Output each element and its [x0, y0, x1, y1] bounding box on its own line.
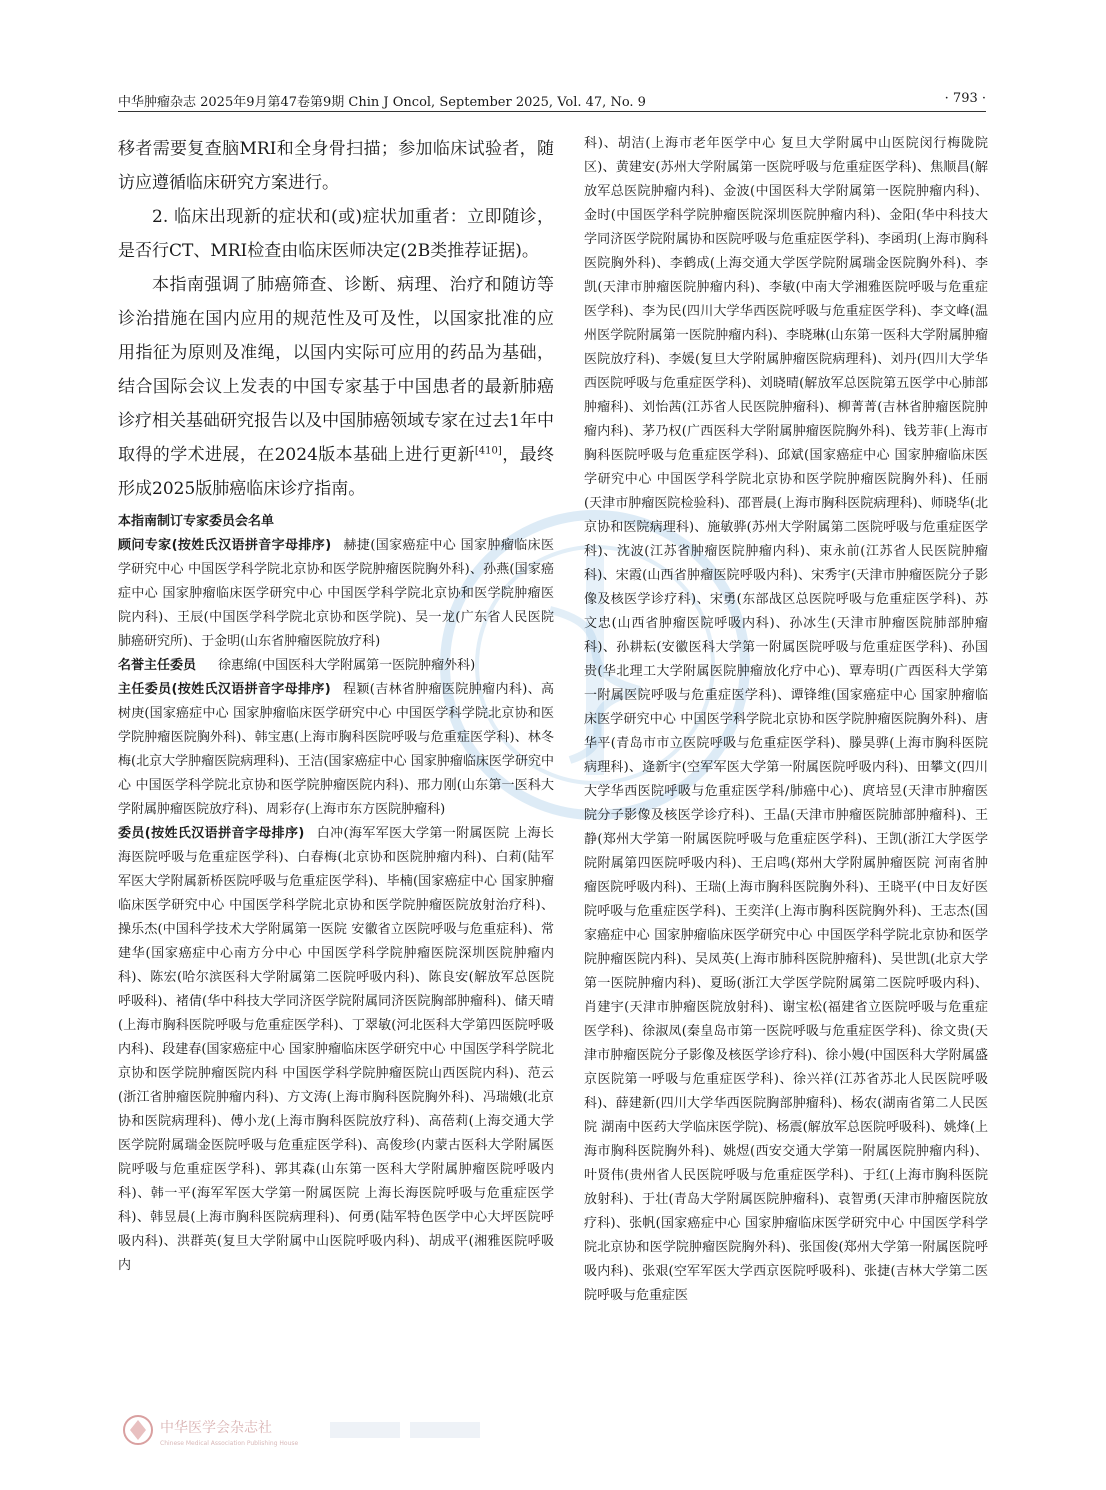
header-rule [118, 111, 986, 112]
chair-list: 程颖(吉林省肿瘤医院肿瘤内科)、高树庚(国家癌症中心 国家肿瘤临床医学研究中心 中国医学科学院北京协和医学院肿瘤医院胸外科)、韩宝惠(上海市胸科医院呼吸与危重症医学科)、林冬梅(北京大学肿瘤医院病理科)、王洁(国家癌症中心 国家肿瘤临床医学研究中心 中国医学科学院北京协和医学院肿瘤医院内科)、邢力刚(山东第一医科大学附属肿瘤医院放疗科)、周彩存(上海市东方医院肿瘤科) [118, 682, 554, 817]
chair-section [118, 678, 554, 822]
body-paragraph-3 [118, 268, 554, 506]
advisors-label: 顾问专家(按姓氏汉语拼音字母排序) [118, 538, 332, 553]
body-paragraph-1: 移者需要复查脑MRI和全身骨扫描；参加临床试验者，随访应遵循临床研究方案进行。 [118, 139, 554, 193]
members-label: 委员(按姓氏汉语拼音字母排序) [118, 826, 305, 841]
right-column [584, 132, 988, 1422]
journal-citation: 中华肿瘤杂志 2025年9月第47卷第9期 Chin J Oncol, September 2025, Vol. 47, No. 9 [118, 95, 646, 110]
publisher-logo-name: 中华医学会杂志社 [160, 1420, 272, 1436]
left-column [118, 132, 554, 1422]
page-number: · 793 · [944, 91, 986, 106]
publisher-logo [120, 1410, 500, 1450]
honorary-section [118, 654, 554, 678]
advisors-list: 赫捷(国家癌症中心 国家肿瘤临床医学研究中心 中国医学科学院北京协和医学院肿瘤医院胸外科)、孙燕(国家癌症中心 国家肿瘤临床医学研究中心 中国医学科学院北京协和医学院肿瘤医院内科)、王辰(中国医学科学院北京协和医学院)、吴一龙(广东省人民医院肺癌研究所)、于金明(山东省肿瘤医院放疗科) [118, 538, 554, 649]
publisher-logo-en: Chinese Medical Association Publishing House [160, 1440, 299, 1447]
advisors-section [118, 534, 554, 654]
body-paragraph-2: 2. 临床出现新的症状和(或)症状加重者：立即随诊，是否行CT、MRI检查由临床医师决定(2B类推荐证据)。 [118, 207, 554, 261]
honorary-label: 名誉主任委员 [118, 658, 197, 673]
paragraph-3-text: 本指南强调了肺癌筛查、诊断、病理、治疗和随访等诊治措施在国内应用的规范性及可及性，以国家批准的应用指征为原则及准绳，以国内实际可应用的药品为基础，结合国际会议上发表的中国专家基于中国患者的最新肺癌诊疗相关基础研究报告以及中国肺癌领域专家在过去1年中取得的学术进展，在2024版本基础上进行更新 [118, 275, 554, 465]
members-list-continued: 科)、胡洁(上海市老年医学中心 复旦大学附属中山医院闵行梅陇院区)、黄建安(苏州大学附属第一医院呼吸与危重症医学科)、焦顺昌(解放军总医院肿瘤内科)、金波(中国医科大学附属第一医院肿瘤内科)、金时(中国医学科学院肿瘤医院深圳医院肿瘤内科)、金阳(华中科技大学同济医学院附属协和医院呼吸与危重症医学科)、李函玥(上海市胸科医院胸外科)、李鹤成(上海交通大学医学院附属瑞金医院胸外科)、李凯(天津市肿瘤医院肿瘤内科)、李敏(中南大学湘雅医院呼吸与危重症医学科)、李为民(四川大学华西医院呼吸与危重症医学科)、李文峰(温州医学院附属第一医院肿瘤内科)、李晓琳(山东第一医科大学附属肿瘤医院放疗科)、李媛(复旦大学附属肿瘤医院病理科)、刘丹(四川大学华西医院呼吸与危重症医学科)、刘晓晴(解放军总医院第五医学中心肺部肿瘤科)、刘怡茜(江苏省人民医院肿瘤科)、柳菁菁(吉林省肿瘤医院肿瘤内科)、茅乃权(广西医科大学附属肿瘤医院胸外科)、钱芳菲(上海市胸科医院呼吸与危重症医学科)、邱斌(国家癌症中心 国家肿瘤临床医学研究中心 中国医学科学院北京协和医学院肿瘤医院胸外科)、任丽(天津市肿瘤医院检验科)、邵晋晨(上海市胸科医院病理科)、师晓华(北京协和医院病理科)、施敏骅(苏州大学附属第二医院呼吸与危重症医学科)、沈波(江苏省肿瘤医院肿瘤内科)、束永前(江苏省人民医院肿瘤科)、宋霞(山西省肿瘤医院呼吸内科)、宋秀宇(天津市肿瘤医院分子影像及核医学诊疗科)、宋勇(东部战区总医院呼吸与危重症医学科)、苏文忠(山西省肿瘤医院呼吸内科)、孙冰生(天津市肿瘤医院肺部肿瘤科)、孙耕耘(安徽医科大学第一附属医院呼吸与危重症医学科)、孙国贵(华北理工大学附属医院肿瘤放化疗中心)、覃寿明(广西医科大学第一附属医院呼吸与危重症医学科)、谭锋维(国家癌症中心 国家肿瘤临床医学研究中心 中国医学科学院北京协和医学院肿瘤医院胸外科)、唐华平(青岛市市立医院呼吸与危重症医学科)、滕昊骅(上海市胸科医院病理科)、逄新宇(空军军医大学第一附属医院呼吸内科)、田攀文(四川大学华西医院呼吸与危重症医学科/肺癌中心)、庹培昱(天津市肿瘤医院分子影像及核医学诊疗科)、王晶(天津市肿瘤医院肺部肿瘤科)、王静(郑州大学第一附属医院呼吸与危重症医学科)、王凯(浙江大学医学院附属第四医院呼吸内科)、王启鸣(郑州大学附属肿瘤医院 河南省肿瘤医院呼吸内科)、王瑞(上海市胸科医院胸外科)、王晓平(中日友好医院呼吸与危重症医学科)、王奕洋(上海市胸科医院胸外科)、王志杰(国家癌症中心 国家肿瘤临床医学研究中心 中国医学科学院北京协和医学院肿瘤医院内科)、吴凤英(上海市肺科医院肿瘤科)、吴世凯(北京大学第一医院肿瘤内科)、夏旸(浙江大学医学院附属第二医院呼吸内科)、肖建宇(天津市肿瘤医院放射科)、谢宝松(福建省立医院呼吸与危重症医学科)、徐淑凤(秦皇岛市第一医院呼吸与危重症医学科)、徐文贵(天津市肿瘤医院分子影像及核医学诊疗科)、徐小嫚(中国医科大学附属盛京医院第一呼吸与危重症医学科)、徐兴祥(江苏省苏北人民医院呼吸科)、薛建新(四川大学华西医院胸部肿瘤科)、杨农(湖南省第二人民医院 湖南中医药大学临床医学院)、杨震(解放军总医院呼吸科)、姚烽(上海市胸科医院胸外科)、姚煜(西安交通大学第一附属医院肿瘤内科)、叶贤伟(贵州省人民医院呼吸与危重症医学科)、于红(上海市胸科医院放射科)、于壮(青岛大学附属医院肿瘤科)、袁智勇(天津市肿瘤医院放疗科)、张帆(国家癌症中心 国家肿瘤临床医学研究中心 中国医学科学院北京协和医学院肿瘤医院胸外科)、张国俊(郑州大学第一附属医院呼吸内科)、张艰(空军军医大学西京医院呼吸科)、张捷(吉林大学第二医院呼吸与危重症医 [584, 136, 988, 1303]
honorary-list: 徐惠绵(中国医科大学附属第一医院肿瘤外科) [218, 658, 476, 673]
committee-title: 本指南制订专家委员会名单 [118, 514, 275, 529]
paragraph-3-end: ，最终形成2025版肺癌临床诊疗指南。 [118, 445, 554, 499]
members-section [118, 822, 554, 1278]
chair-label: 主任委员(按姓氏汉语拼音字母排序) [118, 682, 331, 697]
members-list: 白冲(海军军医大学第一附属医院 上海长海医院呼吸与危重症医学科)、白春梅(北京协和医院肿瘤内科)、白莉(陆军军医大学附属新桥医院呼吸与危重症医学科)、毕楠(国家癌症中心 国家肿瘤临床医学研究中心 中国医学科学院北京协和医学院肿瘤医院放射治疗科)、操乐杰(中国科学技术大学附属第一医院 安徽省立医院呼吸与危重症科)、常建华(国家癌症中心南方分中心 中国医学科学院肿瘤医院深圳医院肿瘤内科)、陈宏(哈尔滨医科大学附属第二医院呼吸内科)、陈良安(解放军总医院呼吸科)、褚倩(华中科技大学同济医学院附属同济医院胸部肿瘤科)、储天晴(上海市胸科医院呼吸与危重症医学科)、丁翠敏(河北医科大学第四医院呼吸内科)、段建春(国家癌症中心 国家肿瘤临床医学研究中心 中国医学科学院北京协和医学院肿瘤医院内科 中国医学科学院肿瘤医院山西医院内科)、范云(浙江省肿瘤医院肿瘤内科)、方文涛(上海市胸科医院胸外科)、冯瑞娥(北京协和医院病理科)、傅小龙(上海市胸科医院放疗科)、高蓓莉(上海交通大学医学院附属瑞金医院呼吸与危重症医学科)、高俊珍(内蒙古医科大学附属医院呼吸与危重症医学科)、郭其森(山东第一医科大学附属肿瘤医院呼吸内科)、韩一平(海军军医大学第一附属医院 上海长海医院呼吸与危重症医学科)、韩昱晨(上海市胸科医院病理科)、何勇(陆军特色医学中心大坪医院呼吸内科)、洪群英(复旦大学附属中山医院呼吸内科)、胡成平(湘雅医院呼吸内 [118, 826, 554, 1273]
reference-citation[interactable]: [410] [474, 445, 502, 457]
running-header [118, 86, 986, 112]
